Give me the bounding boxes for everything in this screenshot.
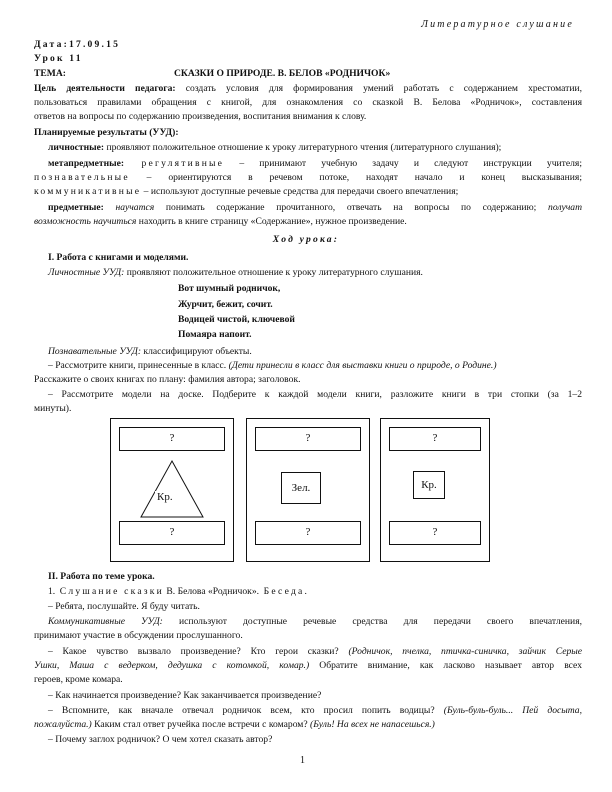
model-1-label: Кр.: [157, 491, 173, 503]
q3-italic: (Буль-буль-буль... Пей досыта,: [443, 705, 582, 716]
meta-cog: познавательные: [34, 172, 130, 183]
lesson-date: Дата:17.09.15: [34, 39, 121, 50]
outcome-subject-2: [34, 215, 582, 228]
q3b-italic: пожалуйста.): [34, 719, 92, 730]
part1-para-2: Расскажите о своих книгах по плану: фамилия автора; заголовок.: [34, 374, 301, 385]
meta-reg-text: – принимают учебную задачу и следуют инструкции учителя;: [224, 158, 583, 169]
q3-text: – Вспомните, как вначале отвечал родничок всем, кто просил попить водицы?: [48, 705, 444, 716]
q3b-italic-2: (Буль! На всех не напасешься.): [310, 719, 435, 730]
meta-reg: регулятивные: [124, 158, 225, 169]
part1-para-1: [48, 359, 582, 372]
subject-text-1: понимать содержание прочитанного, отвечать на вопросы по содержанию;: [154, 202, 537, 213]
model-3-top-box: ?: [389, 427, 481, 451]
meta-com-text: – используют доступные речевые средства для передачи своего впечатления;: [141, 186, 459, 197]
poem-line-3: Водицей чистой, ключевой: [178, 314, 295, 325]
step-spaced-2: Беседа.: [259, 586, 310, 597]
model-2-bottom-box: ?: [255, 521, 361, 545]
outcome-personal: [48, 141, 582, 154]
subject-label: предметные:: [48, 202, 104, 213]
subject-text-2: находить в книге страницу «Содержание», нужное произведение.: [136, 216, 407, 227]
goal-label: Цель деятельности педагога:: [34, 83, 176, 94]
poem-line-2: Журчит, бежит, сочит.: [178, 299, 273, 310]
part2-q1-c: героев, кроме комара.: [34, 674, 123, 685]
q1-text: – Какое чувство вызвало произведение? Кто герои сказки?: [48, 646, 349, 657]
q1-italic: (Родничок, пчелка, птичка-синичка, зайчик Серые: [348, 646, 583, 657]
subject-italic-1: научатся: [103, 202, 155, 213]
page-number: 1: [300, 755, 305, 766]
part2-q4: – Почему заглох родничок? О чем хотел сказать автор?: [48, 734, 273, 745]
goal-line-3: ответов на вопросы по содержанию произведения, воспитания внимания к слову.: [34, 111, 367, 122]
part1-heading: I. Работа с книгами и моделями.: [48, 252, 189, 263]
uud-cog-label: Познавательные УУД:: [48, 346, 142, 357]
model-1: [110, 418, 234, 562]
part2-heading: II. Работа по теме урока.: [48, 571, 155, 582]
personal-label: личностные:: [48, 142, 105, 153]
para1-italic: (Дети принесли в класс для выставки книги о природе, о Родине.): [228, 360, 497, 371]
poem-line-4: Помаяра напоит.: [178, 329, 252, 340]
uud-com-text-1: используют доступные речевые средства для передачи своего впечатления,: [162, 616, 583, 627]
q1b-text: Обратите внимание, как ласково называет автор всех: [309, 660, 582, 671]
meta-label: метапредметные:: [48, 158, 125, 169]
q1b-italic: Ушки, Маша с ведерком, дедушка с котомкой, комар.): [34, 660, 310, 671]
part1-para-3: – Рассмотрите модели на доске. Подберите к каждой модели книги, разложите книги в три стопки (за 1–2: [48, 389, 582, 400]
topic-title: СКАЗКИ О ПРИРОДЕ. В. БЕЛОВ «РОДНИЧОК»: [174, 68, 391, 79]
uud-cog-text: классифицируют объекты.: [141, 346, 252, 357]
uud-personal-label: Личностные УУД:: [48, 267, 125, 278]
part2-q2: – Как начинается произведение? Как заканчивается произведение?: [48, 690, 322, 701]
goal-line-1: [34, 82, 582, 95]
outcome-meta-3: [34, 185, 582, 198]
part2-com-uud-2: принимают участие в обсуждении прослушанного.: [34, 630, 243, 641]
step-num: 1.: [48, 586, 56, 597]
part2-q1-b: [34, 659, 582, 672]
uud-com-label: Коммуникативные УУД:: [48, 616, 163, 627]
course-heading: Ход урока:: [272, 234, 340, 245]
poem-line-1: Вот шумный родничок,: [178, 283, 281, 294]
outcomes-heading: Планируемые результаты (УУД):: [34, 127, 179, 138]
part2-q1-a: [48, 645, 582, 658]
model-1-bottom-box: ?: [119, 521, 225, 545]
step-spaced: Слушание сказки: [55, 586, 164, 597]
goal-text-1: создать условия для формирования умений работать с содержанием хрестоматии,: [175, 83, 582, 94]
uud-personal-text: проявляют положительное отношение к уроку литературного слушания.: [124, 267, 423, 278]
personal-text: проявляют положительное отношение к уроку литературного чтения (литературного слушания);: [104, 142, 502, 153]
outcome-meta-2: [34, 171, 582, 184]
para1-text: – Рассмотрите книги, принесенные в класс.: [48, 360, 229, 371]
cognitive-uud: [48, 345, 582, 358]
part2-q3-a: [48, 704, 582, 717]
running-header: Литературное слушание: [421, 19, 574, 30]
part2-line-2: – Ребята, послушайте. Я буду читать.: [48, 601, 200, 612]
part2-com-uud: [48, 615, 582, 628]
part1-uud: [48, 266, 582, 279]
model-2-top-box: ?: [255, 427, 361, 451]
lesson-number: Урок 11: [34, 53, 83, 64]
model-3: [380, 418, 490, 562]
model-3-bottom-box: ?: [389, 521, 481, 545]
part2-step-1: [48, 585, 582, 598]
part1-para-3b: минуты).: [34, 403, 72, 414]
subject-italic-3: возможность научиться: [34, 216, 137, 227]
model-2: [246, 418, 370, 562]
q3b-text: Каким стал ответ ручейка после встречи с комаром?: [91, 719, 311, 730]
model-3-label: Кр.: [413, 471, 445, 499]
topic-label: ТЕМА:: [34, 68, 66, 79]
outcome-subject-1: [48, 201, 582, 214]
triangle-shape: [139, 459, 205, 519]
model-1-top-box: ?: [119, 427, 225, 451]
meta-com: коммуникативные: [34, 186, 142, 197]
subject-italic-2: получат: [536, 202, 583, 213]
model-2-label: Зел.: [281, 472, 321, 504]
topic-line: [34, 67, 582, 80]
goal-line-2: пользоваться правилами обращения с книгой, для ознакомления со сказкой В. Белова «Родничок», составления: [34, 97, 582, 108]
step-text: В. Белова «Родничок».: [163, 586, 260, 597]
outcome-meta-1: [48, 157, 582, 170]
part2-q3-b: [34, 718, 582, 731]
meta-cog-text: – ориентируются в речевом потоке, находят начало и конец высказывания;: [129, 172, 582, 183]
